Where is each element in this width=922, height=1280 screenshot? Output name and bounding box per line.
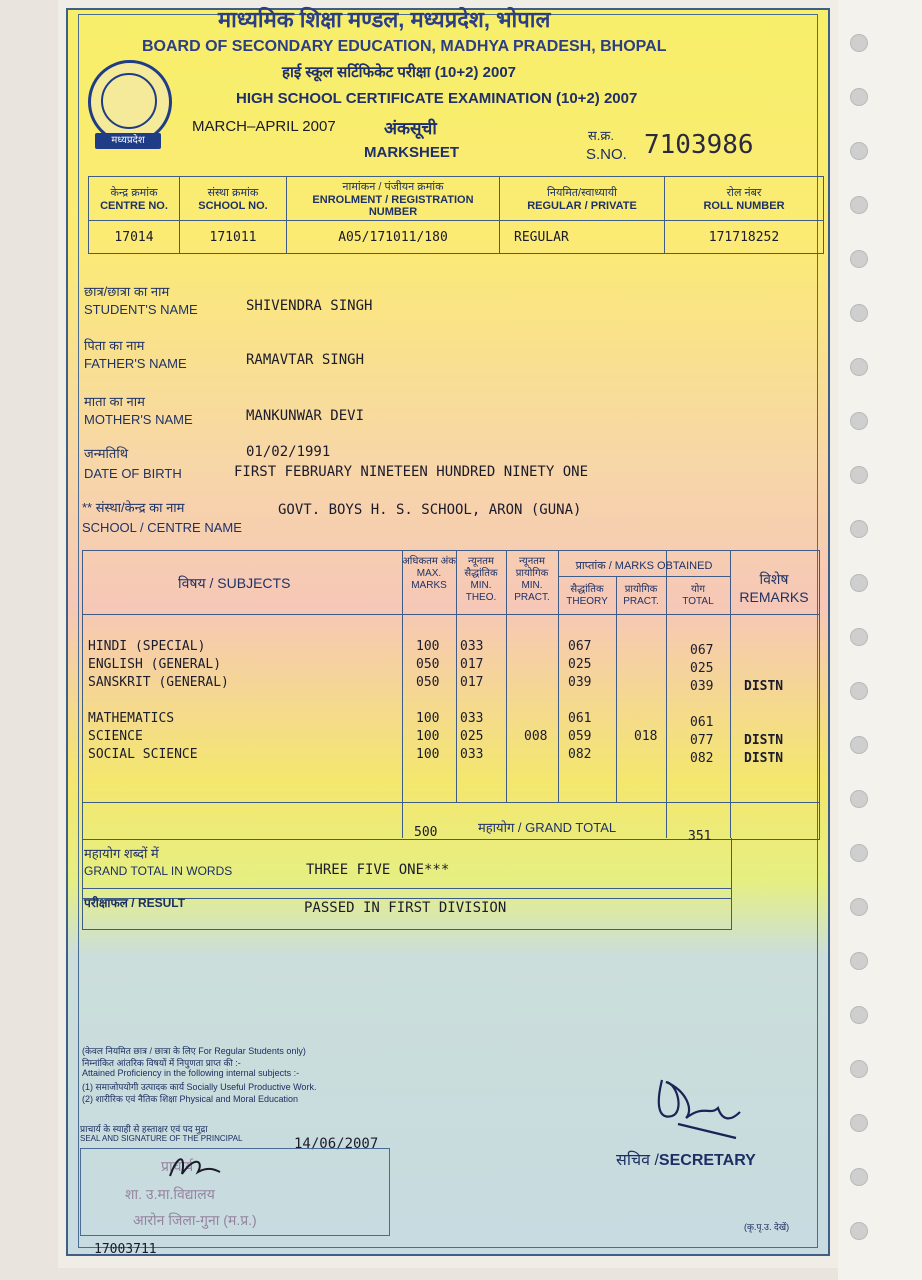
feed-hole [850,250,868,268]
board-title-hindi: माध्यमिक शिक्षा मण्डल, मध्यप्रदेश, भोपाल [218,7,551,32]
total-value: 025 [690,661,714,676]
principal-signature [164,1146,224,1186]
feed-hole [850,952,868,970]
feed-hole [850,142,868,160]
max-marks-value: 100 [416,711,440,726]
footer-note-3: Attained Proficiency in the following internal subjects :- [82,1068,300,1078]
max-marks-value: 050 [416,675,440,690]
total-value: 067 [690,643,714,658]
subject-name: SANSKRIT (GENERAL) [88,675,229,690]
school-name-label: SCHOOL / CENTRE NAME [82,520,242,535]
school-no-header: संस्था क्रमांक SCHOOL NO. [180,177,287,221]
practical-value: 018 [634,729,658,744]
result-value: PASSED IN FIRST DIVISION [304,900,507,916]
sno-label: S.NO. [586,146,627,163]
pto-note: (कृ.पृ.उ. देखें) [744,1222,790,1232]
info-table [88,176,824,254]
subject-name: SOCIAL SCIENCE [88,747,198,762]
marksheet-title-hindi: अंकसूची [384,119,437,138]
father-name-label-hindi: पिता का नाम [84,338,145,353]
enrolment-header: नामांकन / पंजीयन क्रमांक ENROLMENT / REGISTRATION NUMBER [287,177,500,221]
feed-hole [850,88,868,106]
theory-value: 025 [568,657,592,672]
max-marks-value: 100 [416,747,440,762]
subject-name: SCIENCE [88,729,143,744]
feed-hole [850,466,868,484]
feed-hole [850,682,868,700]
feed-hole [850,844,868,862]
sno-label-hindi: स.क्र. [588,128,614,143]
min-theory-value: 033 [460,747,484,762]
total-value: 077 [690,733,714,748]
feed-hole [850,520,868,538]
tractor-feed-strip [838,0,922,1280]
feed-hole [850,1006,868,1024]
feed-hole [850,1114,868,1132]
dob-label: DATE OF BIRTH [84,466,182,481]
subjects-header: विषय / SUBJECTS [178,575,291,591]
feed-hole [850,736,868,754]
total-header: योग TOTAL [682,584,714,607]
feed-hole [850,196,868,214]
footer-note-2: निम्नांकित आंतरिक विषयों में निपुणता प्राप्त की :- [82,1058,241,1068]
roll-number-header: रोल नंबर ROLL NUMBER [665,177,824,221]
subject-name: ENGLISH (GENERAL) [88,657,222,672]
secretary-signature [648,1064,748,1144]
school-no-value: 171011 [180,221,287,254]
student-name-value: SHIVENDRA SINGH [246,298,373,314]
theory-value: 039 [568,675,592,690]
min-theory-value: 025 [460,729,484,744]
feed-hole [850,574,868,592]
max-marks-value: 050 [416,657,440,672]
dob-label-hindi: जन्मतिथि [84,446,129,461]
theory-header: सैद्धांतिक THEORY [566,584,608,607]
result-label: परीक्षाफल / RESULT [84,896,186,910]
total-value: 061 [690,715,714,730]
father-name-label: FATHER'S NAME [84,356,187,371]
total-value: 039 [690,679,714,694]
dob-value: 01/02/1991 [246,444,331,460]
total-value: 082 [690,751,714,766]
remarks-value: DISTN [744,733,784,748]
principal-label-hindi: प्राचार्य के स्याही से हस्ताक्षर एवं पद मुद्रा [80,1124,208,1134]
theory-value: 061 [568,711,592,726]
mother-name-value: MANKUNWAR DEVI [246,408,365,424]
min-practical-header: न्यूनतम प्रायोगिक MIN. PRACT. [514,556,550,603]
marks-obtained-header: प्राप्तांक / MARKS OBTAINED [575,560,713,572]
school-name-label-hindi: ** संस्था/केन्द्र का नाम [82,500,185,515]
bottom-number: 17003711 [94,1242,157,1257]
board-title-english: BOARD OF SECONDARY EDUCATION, MADHYA PRADESH, BHOPAL [142,38,667,55]
feed-hole [850,1168,868,1186]
dob-words-value: FIRST FEBRUARY NINETEEN HUNDRED NINETY ONE [234,464,589,480]
theory-value: 067 [568,639,592,654]
remarks-header: विशेष REMARKS [739,571,809,605]
regular-private-value: REGULAR [500,221,665,254]
max-marks-value: 100 [416,639,440,654]
feed-hole [850,790,868,808]
min-theory-value: 033 [460,711,484,726]
footer-note-5: (2) शारीरिक एवं नैतिक शिक्षा Physical and Moral Education [82,1094,299,1104]
min-theory-value: 017 [460,657,484,672]
remarks-value: DISTN [744,679,784,694]
min-practical-value: 008 [524,729,548,744]
theory-value: 082 [568,747,592,762]
feed-hole [850,628,868,646]
enrolment-value: A05/171011/180 [287,221,500,254]
feed-hole [850,412,868,430]
feed-hole [850,898,868,916]
marksheet [66,8,830,1256]
secretary-label: सचिव /SECRETARY [616,1152,756,1169]
centre-no-header: केन्द्र क्रमांक CENTRE NO. [89,177,180,221]
principal-label: SEAL AND SIGNATURE OF THE PRINCIPAL [80,1134,243,1143]
grand-total-value: 351 [688,829,712,844]
words-label: GRAND TOTAL IN WORDS [84,864,233,878]
principal-stamp: प्राचार्य शा. उ.मा.विद्यालय आरोन जिला-गुना (म.प्र.) [80,1148,390,1236]
issue-date: 14/06/2007 [294,1136,379,1152]
subject-name: MATHEMATICS [88,711,175,726]
exam-title-hindi: हाई स्कूल सर्टिफिकेट परीक्षा (10+2) 2007 [282,64,517,81]
centre-no-value: 17014 [89,221,180,254]
practical-header: प्रायोगिक PRACT. [623,584,659,607]
min-theory-value: 033 [460,639,484,654]
min-theory-value: 017 [460,675,484,690]
feed-hole [850,34,868,52]
feed-hole [850,1222,868,1240]
regular-private-header: नियमित/स्वाध्यायी REGULAR / PRIVATE [500,177,665,221]
footer-note-4: (1) समाजोपयोगी उत्पादक कार्य Socially Useful Productive Work. [82,1082,317,1092]
father-name-value: RAMAVTAR SINGH [246,352,365,368]
board-seal-logo: मध्यप्रदेश [88,60,172,144]
grand-total-words: THREE FIVE ONE*** [306,862,450,878]
remarks-value: DISTN [744,751,784,766]
max-marks-header: अधिकतम अंक MAX. MARKS [402,556,456,591]
roll-number-value: 171718252 [665,221,824,254]
footer-note-1: (केवल नियमित छात्र / छात्रा के लिए For Regular Students only) [82,1046,306,1056]
exam-title-english: HIGH SCHOOL CERTIFICATE EXAMINATION (10+2) 2007 [236,90,638,107]
feed-hole [850,304,868,322]
mother-name-label-hindi: माता का नाम [84,394,145,409]
max-marks-value: 100 [416,729,440,744]
grand-total-label: महायोग / GRAND TOTAL [478,820,617,835]
feed-hole [850,358,868,376]
min-theory-header: न्यूनतम सैद्धांतिक MIN. THEO. [464,556,498,603]
student-name-label: STUDENT'S NAME [84,302,198,317]
exam-session: MARCH–APRIL 2007 [192,118,336,135]
subject-name: HINDI (SPECIAL) [88,639,206,654]
theory-value: 059 [568,729,592,744]
marksheet-title-english: MARKSHEET [364,144,460,161]
serial-number: 7103986 [644,130,754,160]
school-name-value: GOVT. BOYS H. S. SCHOOL, ARON (GUNA) [278,502,582,518]
feed-hole [850,1060,868,1078]
mother-name-label: MOTHER'S NAME [84,412,193,427]
student-name-label-hindi: छात्र/छात्रा का नाम [84,284,170,299]
words-label-hindi: महायोग शब्दों में [84,846,159,861]
grand-max-marks: 500 [414,825,438,840]
